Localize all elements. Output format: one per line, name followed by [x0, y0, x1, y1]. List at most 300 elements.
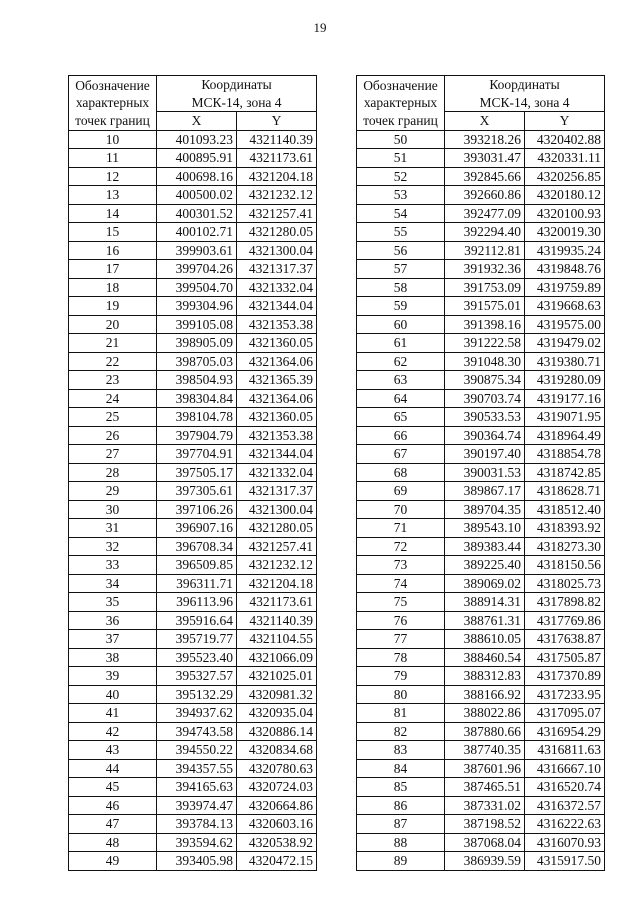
point-number-cell: 57: [357, 260, 445, 279]
x-coordinate-cell: 392477.09: [445, 204, 525, 223]
y-coordinate-cell: 4321353.38: [237, 315, 317, 334]
x-coordinate-cell: 393031.47: [445, 149, 525, 168]
y-coordinate-cell: 4321300.04: [237, 241, 317, 260]
y-coordinate-cell: 4321344.04: [237, 297, 317, 316]
x-coordinate-cell: 388166.92: [445, 685, 525, 704]
table-row: [357, 685, 605, 704]
point-number-cell: 56: [357, 241, 445, 260]
table-row: [357, 815, 605, 834]
table-row: [357, 389, 605, 408]
x-coordinate-cell: 400102.71: [157, 223, 237, 242]
table-row: [69, 463, 317, 482]
table-row: [357, 241, 605, 260]
point-number-cell: 51: [357, 149, 445, 168]
point-number-cell: 87: [357, 815, 445, 834]
table-row: [69, 334, 317, 353]
table-row: [69, 482, 317, 501]
x-coordinate-cell: 390031.53: [445, 463, 525, 482]
table-row: [69, 408, 317, 427]
point-number-cell: 49: [69, 852, 157, 871]
point-label-line: Обозначение: [75, 77, 150, 93]
table-row: [357, 223, 605, 242]
table-row: [357, 371, 605, 390]
y-coordinate-cell: 4318964.49: [525, 426, 605, 445]
y-coordinate-cell: 4321332.04: [237, 463, 317, 482]
x-coordinate-cell: 393594.62: [157, 833, 237, 852]
x-coordinate-cell: 395523.40: [157, 648, 237, 667]
y-coordinate-cell: 4321204.18: [237, 574, 317, 593]
table-row: [69, 167, 317, 186]
point-number-cell: 77: [357, 630, 445, 649]
point-number-cell: 53: [357, 186, 445, 205]
point-number-cell: 48: [69, 833, 157, 852]
y-coordinate-cell: 4316372.57: [525, 796, 605, 815]
table-row: [357, 630, 605, 649]
point-number-cell: 81: [357, 704, 445, 723]
point-number-cell: 10: [69, 130, 157, 149]
x-coordinate-cell: 388761.31: [445, 611, 525, 630]
x-coordinate-cell: 399504.70: [157, 278, 237, 297]
table-row: [357, 167, 605, 186]
x-coordinate-cell: 387880.66: [445, 722, 525, 741]
point-number-cell: 25: [69, 408, 157, 427]
x-coordinate-cell: 389704.35: [445, 500, 525, 519]
point-number-cell: 30: [69, 500, 157, 519]
table-row: [357, 778, 605, 797]
point-number-cell: 59: [357, 297, 445, 316]
x-coordinate-cell: 393405.98: [157, 852, 237, 871]
x-coordinate-cell: 394550.22: [157, 741, 237, 760]
table-row: [357, 445, 605, 464]
table-row: [357, 315, 605, 334]
x-coordinate-cell: 391575.01: [445, 297, 525, 316]
point-number-cell: 17: [69, 260, 157, 279]
table-row: [357, 722, 605, 741]
point-number-cell: 69: [357, 482, 445, 501]
x-coordinate-cell: 396708.34: [157, 537, 237, 556]
x-coordinate-cell: 393218.26: [445, 130, 525, 149]
y-coordinate-cell: 4321257.41: [237, 537, 317, 556]
y-coordinate-cell: 4319575.00: [525, 315, 605, 334]
table-row: [357, 334, 605, 353]
y-coordinate-cell: 4318628.71: [525, 482, 605, 501]
x-coordinate-cell: 399903.61: [157, 241, 237, 260]
table-row: [357, 519, 605, 538]
table-row: [69, 833, 317, 852]
point-number-cell: 84: [357, 759, 445, 778]
table-row: [69, 611, 317, 630]
x-coordinate-cell: 398905.09: [157, 334, 237, 353]
table-row: [69, 519, 317, 538]
y-coordinate-cell: 4317898.82: [525, 593, 605, 612]
y-coordinate-cell: 4321104.55: [237, 630, 317, 649]
x-coordinate-cell: 390364.74: [445, 426, 525, 445]
x-coordinate-cell: 396311.71: [157, 574, 237, 593]
table-row: [357, 149, 605, 168]
point-number-cell: 39: [69, 667, 157, 686]
point-number-cell: 40: [69, 685, 157, 704]
point-label-header: [69, 76, 157, 131]
point-label-line: характерных: [75, 95, 150, 110]
point-number-cell: 23: [69, 371, 157, 390]
table-row: [69, 500, 317, 519]
y-coordinate-cell: 4321365.39: [237, 371, 317, 390]
point-number-cell: 65: [357, 408, 445, 427]
y-coordinate-cell: 4319848.76: [525, 260, 605, 279]
y-coordinate-cell: 4318025.73: [525, 574, 605, 593]
y-coordinate-cell: 4321066.09: [237, 648, 317, 667]
table-row: [357, 611, 605, 630]
point-number-cell: 13: [69, 186, 157, 205]
point-number-cell: 66: [357, 426, 445, 445]
point-number-cell: 33: [69, 556, 157, 575]
y-coordinate-cell: 4321300.04: [237, 500, 317, 519]
x-coordinate-cell: 398104.78: [157, 408, 237, 427]
point-number-cell: 82: [357, 722, 445, 741]
y-coordinate-cell: 4321332.04: [237, 278, 317, 297]
x-coordinate-cell: 388022.86: [445, 704, 525, 723]
y-coordinate-cell: 4320724.03: [237, 778, 317, 797]
point-number-cell: 63: [357, 371, 445, 390]
point-number-cell: 14: [69, 204, 157, 223]
y-coordinate-cell: 4318150.56: [525, 556, 605, 575]
point-number-cell: 41: [69, 704, 157, 723]
table-row: [357, 593, 605, 612]
y-coordinate-cell: 4321140.39: [237, 611, 317, 630]
y-coordinate-cell: 4317370.89: [525, 667, 605, 686]
point-number-cell: 35: [69, 593, 157, 612]
x-coordinate-cell: 400301.52: [157, 204, 237, 223]
point-number-cell: 74: [357, 574, 445, 593]
coords-title-header: [445, 76, 605, 112]
table-row: [357, 352, 605, 371]
table-row: [69, 352, 317, 371]
x-coordinate-cell: 400698.16: [157, 167, 237, 186]
y-coordinate-cell: 4321257.41: [237, 204, 317, 223]
table-row: [69, 445, 317, 464]
y-coordinate-cell: 4320981.32: [237, 685, 317, 704]
x-coordinate-cell: 392294.40: [445, 223, 525, 242]
point-number-cell: 67: [357, 445, 445, 464]
table-row: [69, 648, 317, 667]
x-coordinate-cell: 398705.03: [157, 352, 237, 371]
point-number-cell: 27: [69, 445, 157, 464]
point-number-cell: 47: [69, 815, 157, 834]
y-coordinate-cell: 4318854.78: [525, 445, 605, 464]
y-coordinate-cell: 4317638.87: [525, 630, 605, 649]
point-label-line: точек границ: [75, 112, 150, 128]
y-coordinate-cell: 4321317.37: [237, 260, 317, 279]
point-number-cell: 50: [357, 130, 445, 149]
point-number-cell: 73: [357, 556, 445, 575]
table-row: [357, 741, 605, 760]
table-row: [69, 630, 317, 649]
point-number-cell: 86: [357, 796, 445, 815]
y-coordinate-cell: 4320603.16: [237, 815, 317, 834]
point-number-cell: 62: [357, 352, 445, 371]
x-coordinate-cell: 396907.16: [157, 519, 237, 538]
table-row: [357, 537, 605, 556]
x-coordinate-cell: 392660.86: [445, 186, 525, 205]
coordinates-table-left: [68, 75, 317, 871]
table-row: [69, 260, 317, 279]
x-coordinate-cell: 396509.85: [157, 556, 237, 575]
x-coordinate-cell: 389225.40: [445, 556, 525, 575]
x-coordinate-cell: 390533.53: [445, 408, 525, 427]
point-number-cell: 11: [69, 149, 157, 168]
x-coordinate-cell: 392112.81: [445, 241, 525, 260]
table-row: [357, 796, 605, 815]
point-number-cell: 28: [69, 463, 157, 482]
x-coordinate-cell: 397505.17: [157, 463, 237, 482]
point-number-cell: 68: [357, 463, 445, 482]
y-coordinate-cell: 4320472.15: [237, 852, 317, 871]
y-coordinate-cell: 4320538.92: [237, 833, 317, 852]
y-coordinate-cell: 4321140.39: [237, 130, 317, 149]
y-coordinate-cell: 4320100.93: [525, 204, 605, 223]
point-number-cell: 72: [357, 537, 445, 556]
x-coordinate-cell: 387465.51: [445, 778, 525, 797]
point-number-cell: 19: [69, 297, 157, 316]
table-row: [357, 648, 605, 667]
x-coordinate-cell: 391222.58: [445, 334, 525, 353]
table-row: [69, 852, 317, 871]
x-coordinate-cell: 400895.91: [157, 149, 237, 168]
x-column-header: X: [445, 112, 525, 131]
table-row: [69, 704, 317, 723]
y-coordinate-cell: 4319380.71: [525, 352, 605, 371]
y-coordinate-cell: 4320331.11: [525, 149, 605, 168]
table-row: [69, 315, 317, 334]
point-number-cell: 61: [357, 334, 445, 353]
table-row: [69, 537, 317, 556]
x-coordinate-cell: 397106.26: [157, 500, 237, 519]
x-coordinate-cell: 390197.40: [445, 445, 525, 464]
table-row: [357, 667, 605, 686]
point-number-cell: 55: [357, 223, 445, 242]
x-coordinate-cell: 387068.04: [445, 833, 525, 852]
y-coordinate-cell: 4321173.61: [237, 593, 317, 612]
point-number-cell: 45: [69, 778, 157, 797]
y-coordinate-cell: 4321364.06: [237, 389, 317, 408]
table-row: [69, 223, 317, 242]
table-row: [357, 556, 605, 575]
table-row: [357, 852, 605, 871]
x-coordinate-cell: 394743.58: [157, 722, 237, 741]
x-coordinate-cell: 395719.77: [157, 630, 237, 649]
table-row: [69, 722, 317, 741]
y-coordinate-cell: 4318512.40: [525, 500, 605, 519]
point-number-cell: 42: [69, 722, 157, 741]
point-number-cell: 31: [69, 519, 157, 538]
point-number-cell: 21: [69, 334, 157, 353]
point-number-cell: 46: [69, 796, 157, 815]
point-number-cell: 64: [357, 389, 445, 408]
x-coordinate-cell: 396113.96: [157, 593, 237, 612]
point-number-cell: 15: [69, 223, 157, 242]
x-coordinate-cell: 388460.54: [445, 648, 525, 667]
table-row: [69, 186, 317, 205]
table-row: [69, 574, 317, 593]
y-coordinate-cell: 4320180.12: [525, 186, 605, 205]
point-number-cell: 85: [357, 778, 445, 797]
y-coordinate-cell: 4321280.05: [237, 519, 317, 538]
y-coordinate-cell: 4316070.93: [525, 833, 605, 852]
page-number: 19: [313, 20, 327, 35]
x-coordinate-cell: 401093.23: [157, 130, 237, 149]
y-coordinate-cell: 4318742.85: [525, 463, 605, 482]
point-number-cell: 78: [357, 648, 445, 667]
coords-title-line: Координаты: [201, 77, 272, 92]
point-label-line: Обозначение: [363, 77, 438, 93]
y-coordinate-cell: 4316811.63: [525, 741, 605, 760]
y-coordinate-cell: 4321317.37: [237, 482, 317, 501]
point-number-cell: 75: [357, 593, 445, 612]
point-number-cell: 29: [69, 482, 157, 501]
y-coordinate-cell: 4317233.95: [525, 685, 605, 704]
y-coordinate-cell: 4316954.29: [525, 722, 605, 741]
x-coordinate-cell: 389867.17: [445, 482, 525, 501]
x-coordinate-cell: 399304.96: [157, 297, 237, 316]
point-number-cell: 52: [357, 167, 445, 186]
y-coordinate-cell: 4321204.18: [237, 167, 317, 186]
table-row: [69, 389, 317, 408]
x-coordinate-cell: 388610.05: [445, 630, 525, 649]
x-coordinate-cell: 389383.44: [445, 537, 525, 556]
y-coordinate-cell: 4321353.38: [237, 426, 317, 445]
point-number-cell: 70: [357, 500, 445, 519]
y-coordinate-cell: 4321360.05: [237, 334, 317, 353]
table-row: [69, 149, 317, 168]
point-number-cell: 54: [357, 204, 445, 223]
y-coordinate-cell: 4317095.07: [525, 704, 605, 723]
point-number-cell: 60: [357, 315, 445, 334]
table-row: [357, 186, 605, 205]
table-row: [357, 482, 605, 501]
point-number-cell: 36: [69, 611, 157, 630]
y-coordinate-cell: 4316667.10: [525, 759, 605, 778]
table-row: [69, 593, 317, 612]
y-coordinate-cell: 4321232.12: [237, 186, 317, 205]
coords-title-line: МСК-14, зона 4: [479, 94, 570, 110]
x-coordinate-cell: 397305.61: [157, 482, 237, 501]
y-coordinate-cell: 4318393.92: [525, 519, 605, 538]
table-row: [357, 408, 605, 427]
y-coordinate-cell: 4319668.63: [525, 297, 605, 316]
table-row: [357, 463, 605, 482]
x-coordinate-cell: 391932.36: [445, 260, 525, 279]
point-number-cell: 32: [69, 537, 157, 556]
point-number-cell: 18: [69, 278, 157, 297]
x-coordinate-cell: 388914.31: [445, 593, 525, 612]
table-row: [69, 204, 317, 223]
point-number-cell: 16: [69, 241, 157, 260]
point-number-cell: 34: [69, 574, 157, 593]
table-row: [357, 278, 605, 297]
table-row: [69, 297, 317, 316]
y-column-header: Y: [237, 112, 317, 131]
point-number-cell: 20: [69, 315, 157, 334]
x-coordinate-cell: 399704.26: [157, 260, 237, 279]
y-coordinate-cell: 4320256.85: [525, 167, 605, 186]
table-row: [357, 260, 605, 279]
y-coordinate-cell: 4321025.01: [237, 667, 317, 686]
y-coordinate-cell: 4320886.14: [237, 722, 317, 741]
point-number-cell: 89: [357, 852, 445, 871]
y-coordinate-cell: 4319280.09: [525, 371, 605, 390]
y-coordinate-cell: 4320664.86: [237, 796, 317, 815]
x-coordinate-cell: 394357.55: [157, 759, 237, 778]
x-coordinate-cell: 387331.02: [445, 796, 525, 815]
table-row: [69, 741, 317, 760]
point-number-cell: 38: [69, 648, 157, 667]
table-row: [357, 426, 605, 445]
x-coordinate-cell: 387601.96: [445, 759, 525, 778]
table-row: [69, 241, 317, 260]
table-row: [357, 833, 605, 852]
coords-title-line: Координаты: [489, 77, 560, 92]
x-coordinate-cell: 400500.02: [157, 186, 237, 205]
y-coordinate-cell: 4319479.02: [525, 334, 605, 353]
y-column-header: Y: [525, 112, 605, 131]
x-coordinate-cell: 395132.29: [157, 685, 237, 704]
x-coordinate-cell: 398504.93: [157, 371, 237, 390]
table-row: [69, 778, 317, 797]
y-coordinate-cell: 4319071.95: [525, 408, 605, 427]
point-number-cell: 12: [69, 167, 157, 186]
x-coordinate-cell: 394937.62: [157, 704, 237, 723]
x-coordinate-cell: 389069.02: [445, 574, 525, 593]
table-row: [69, 667, 317, 686]
table-row: [69, 759, 317, 778]
coords-title-line: МСК-14, зона 4: [191, 94, 282, 110]
y-coordinate-cell: 4319177.16: [525, 389, 605, 408]
point-label-line: точек границ: [363, 112, 438, 128]
x-coordinate-cell: 394165.63: [157, 778, 237, 797]
y-coordinate-cell: 4320935.04: [237, 704, 317, 723]
y-coordinate-cell: 4321344.04: [237, 445, 317, 464]
x-coordinate-cell: 391753.09: [445, 278, 525, 297]
table-row: [69, 426, 317, 445]
table-row: [69, 685, 317, 704]
point-number-cell: 58: [357, 278, 445, 297]
x-coordinate-cell: 395916.64: [157, 611, 237, 630]
x-coordinate-cell: 399105.08: [157, 315, 237, 334]
y-coordinate-cell: 4317505.87: [525, 648, 605, 667]
table-row: [357, 704, 605, 723]
table-row: [69, 796, 317, 815]
coords-title-header: [157, 76, 317, 112]
table-row: [69, 278, 317, 297]
point-number-cell: 79: [357, 667, 445, 686]
x-coordinate-cell: 393784.13: [157, 815, 237, 834]
table-row: [357, 500, 605, 519]
table-row: [69, 371, 317, 390]
x-coordinate-cell: 387198.52: [445, 815, 525, 834]
y-coordinate-cell: 4320402.88: [525, 130, 605, 149]
y-coordinate-cell: 4317769.86: [525, 611, 605, 630]
point-number-cell: 26: [69, 426, 157, 445]
y-coordinate-cell: 4321173.61: [237, 149, 317, 168]
x-coordinate-cell: 397704.91: [157, 445, 237, 464]
x-coordinate-cell: 398304.84: [157, 389, 237, 408]
x-coordinate-cell: 390875.34: [445, 371, 525, 390]
x-coordinate-cell: 395327.57: [157, 667, 237, 686]
y-coordinate-cell: 4321280.05: [237, 223, 317, 242]
point-label-header: [357, 76, 445, 131]
point-number-cell: 37: [69, 630, 157, 649]
y-coordinate-cell: 4318273.30: [525, 537, 605, 556]
